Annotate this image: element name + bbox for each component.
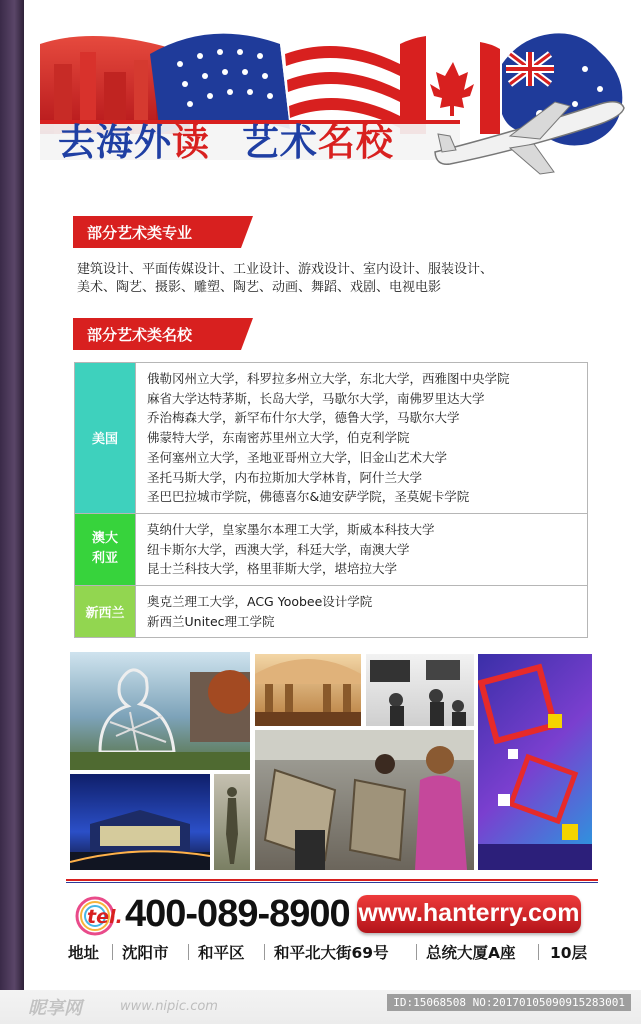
library-photo bbox=[255, 654, 361, 726]
list-item: 莫纳什大学，皇家墨尔本理工大学，斯威本科技大学 bbox=[147, 521, 435, 537]
table-row-new-zealand bbox=[75, 586, 588, 638]
divider-red bbox=[66, 879, 598, 881]
watermark-logo: 昵享网 bbox=[28, 998, 82, 1019]
schools-heading-text: 部分艺术类名校 bbox=[87, 326, 193, 344]
page-title bbox=[58, 112, 394, 166]
country-usa: 美国 bbox=[75, 363, 136, 514]
website-text: www.hanterry.com bbox=[358, 899, 580, 927]
watermark-bar bbox=[0, 990, 641, 1024]
title-part-2-highlight: 名校 bbox=[317, 121, 394, 164]
country-new-zealand: 新西兰 bbox=[75, 586, 136, 638]
table-row-usa bbox=[75, 363, 588, 514]
majors-list bbox=[77, 261, 597, 297]
title-part-2 bbox=[242, 121, 394, 164]
abstract-art-photo bbox=[478, 654, 592, 870]
list-item: 纽卡斯尔大学，西澳大学，科廷大学，南澳大学 bbox=[147, 541, 410, 557]
address-floor: 10层 bbox=[550, 944, 588, 962]
majors-line-2: 美术、陶艺、摄影、雕塑、陶艺、动画、舞蹈、戏剧、电视电影 bbox=[77, 280, 442, 295]
table-row-australia bbox=[75, 513, 588, 585]
studio-photo bbox=[366, 654, 474, 726]
canada-flag bbox=[400, 35, 500, 134]
list-item: 奥克兰理工大学，ACG Yoobee设计学院 bbox=[147, 594, 373, 610]
school-list-new-zealand bbox=[136, 586, 588, 638]
address-label: 地址 bbox=[68, 944, 100, 962]
left-edge-strip bbox=[0, 0, 24, 1024]
majors-heading bbox=[73, 216, 253, 248]
website-button[interactable] bbox=[357, 895, 581, 933]
title-part-1 bbox=[58, 121, 210, 164]
schools-heading bbox=[73, 318, 253, 350]
list-item: 圣何塞州立大学，圣地亚哥州立大学，旧金山艺术大学 bbox=[147, 449, 448, 465]
school-list-usa bbox=[136, 363, 588, 514]
title-part-1-normal: 去海外 bbox=[58, 121, 172, 164]
statue-photo bbox=[214, 774, 250, 870]
country-australia-line-1: 澳大 bbox=[91, 531, 118, 547]
sculpture-photo bbox=[70, 652, 250, 770]
tel-label: tel. bbox=[87, 906, 123, 928]
tel-logo bbox=[73, 896, 121, 936]
schools-table bbox=[74, 362, 588, 638]
school-list-australia bbox=[136, 513, 588, 585]
list-item: 佛蒙特大学，东南密苏里州立大学，伯克利学院 bbox=[147, 430, 410, 446]
list-item: 乔治梅森大学，新罕布什尔大学，德鲁大学，马歇尔大学 bbox=[147, 410, 460, 426]
phone-number[interactable]: 400-089-8900 bbox=[125, 893, 350, 935]
address-line bbox=[66, 941, 606, 963]
campus-night-photo bbox=[70, 774, 210, 870]
title-part-2-normal: 艺术 bbox=[241, 121, 318, 164]
country-australia bbox=[75, 513, 136, 585]
address-building: 总统大厦A座 bbox=[426, 944, 516, 962]
list-item: 圣托马斯大学，内布拉斯加大学林肯，阿什兰大学 bbox=[147, 469, 423, 485]
photo-collage bbox=[70, 652, 592, 872]
divider-blue bbox=[66, 882, 598, 883]
drawing-class-photo bbox=[255, 730, 474, 870]
watermark-site: www.nipic.com bbox=[120, 999, 218, 1014]
list-item: 麻省大学达特茅斯，长岛大学，马歇尔大学，南佛罗里达大学 bbox=[147, 390, 485, 406]
address-city: 沈阳市 bbox=[122, 944, 169, 962]
watermark-id: ID:15068508 NO:20170105090915283001 bbox=[387, 994, 631, 1011]
majors-heading-text: 部分艺术类专业 bbox=[87, 224, 193, 242]
title-part-1-highlight: 读 bbox=[172, 121, 210, 164]
list-item: 新西兰Unitec理工学院 bbox=[147, 613, 275, 629]
list-item: 俄勒冈州立大学，科罗拉多州立大学，东北大学，西雅图中央学院 bbox=[147, 371, 510, 386]
list-item: 昆士兰科技大学，格里菲斯大学，堪培拉大学 bbox=[147, 561, 398, 577]
address-street: 和平北大街69号 bbox=[274, 944, 389, 962]
list-item: 圣巴巴拉城市学院，佛德喜尔&迪安萨学院，圣莫妮卡学院 bbox=[147, 489, 470, 505]
country-australia-line-2: 利亚 bbox=[91, 551, 118, 567]
address-district: 和平区 bbox=[198, 944, 245, 962]
majors-line-1: 建筑设计、平面传媒设计、工业设计、游戏设计、室内设计、服装设计、 bbox=[77, 262, 494, 277]
